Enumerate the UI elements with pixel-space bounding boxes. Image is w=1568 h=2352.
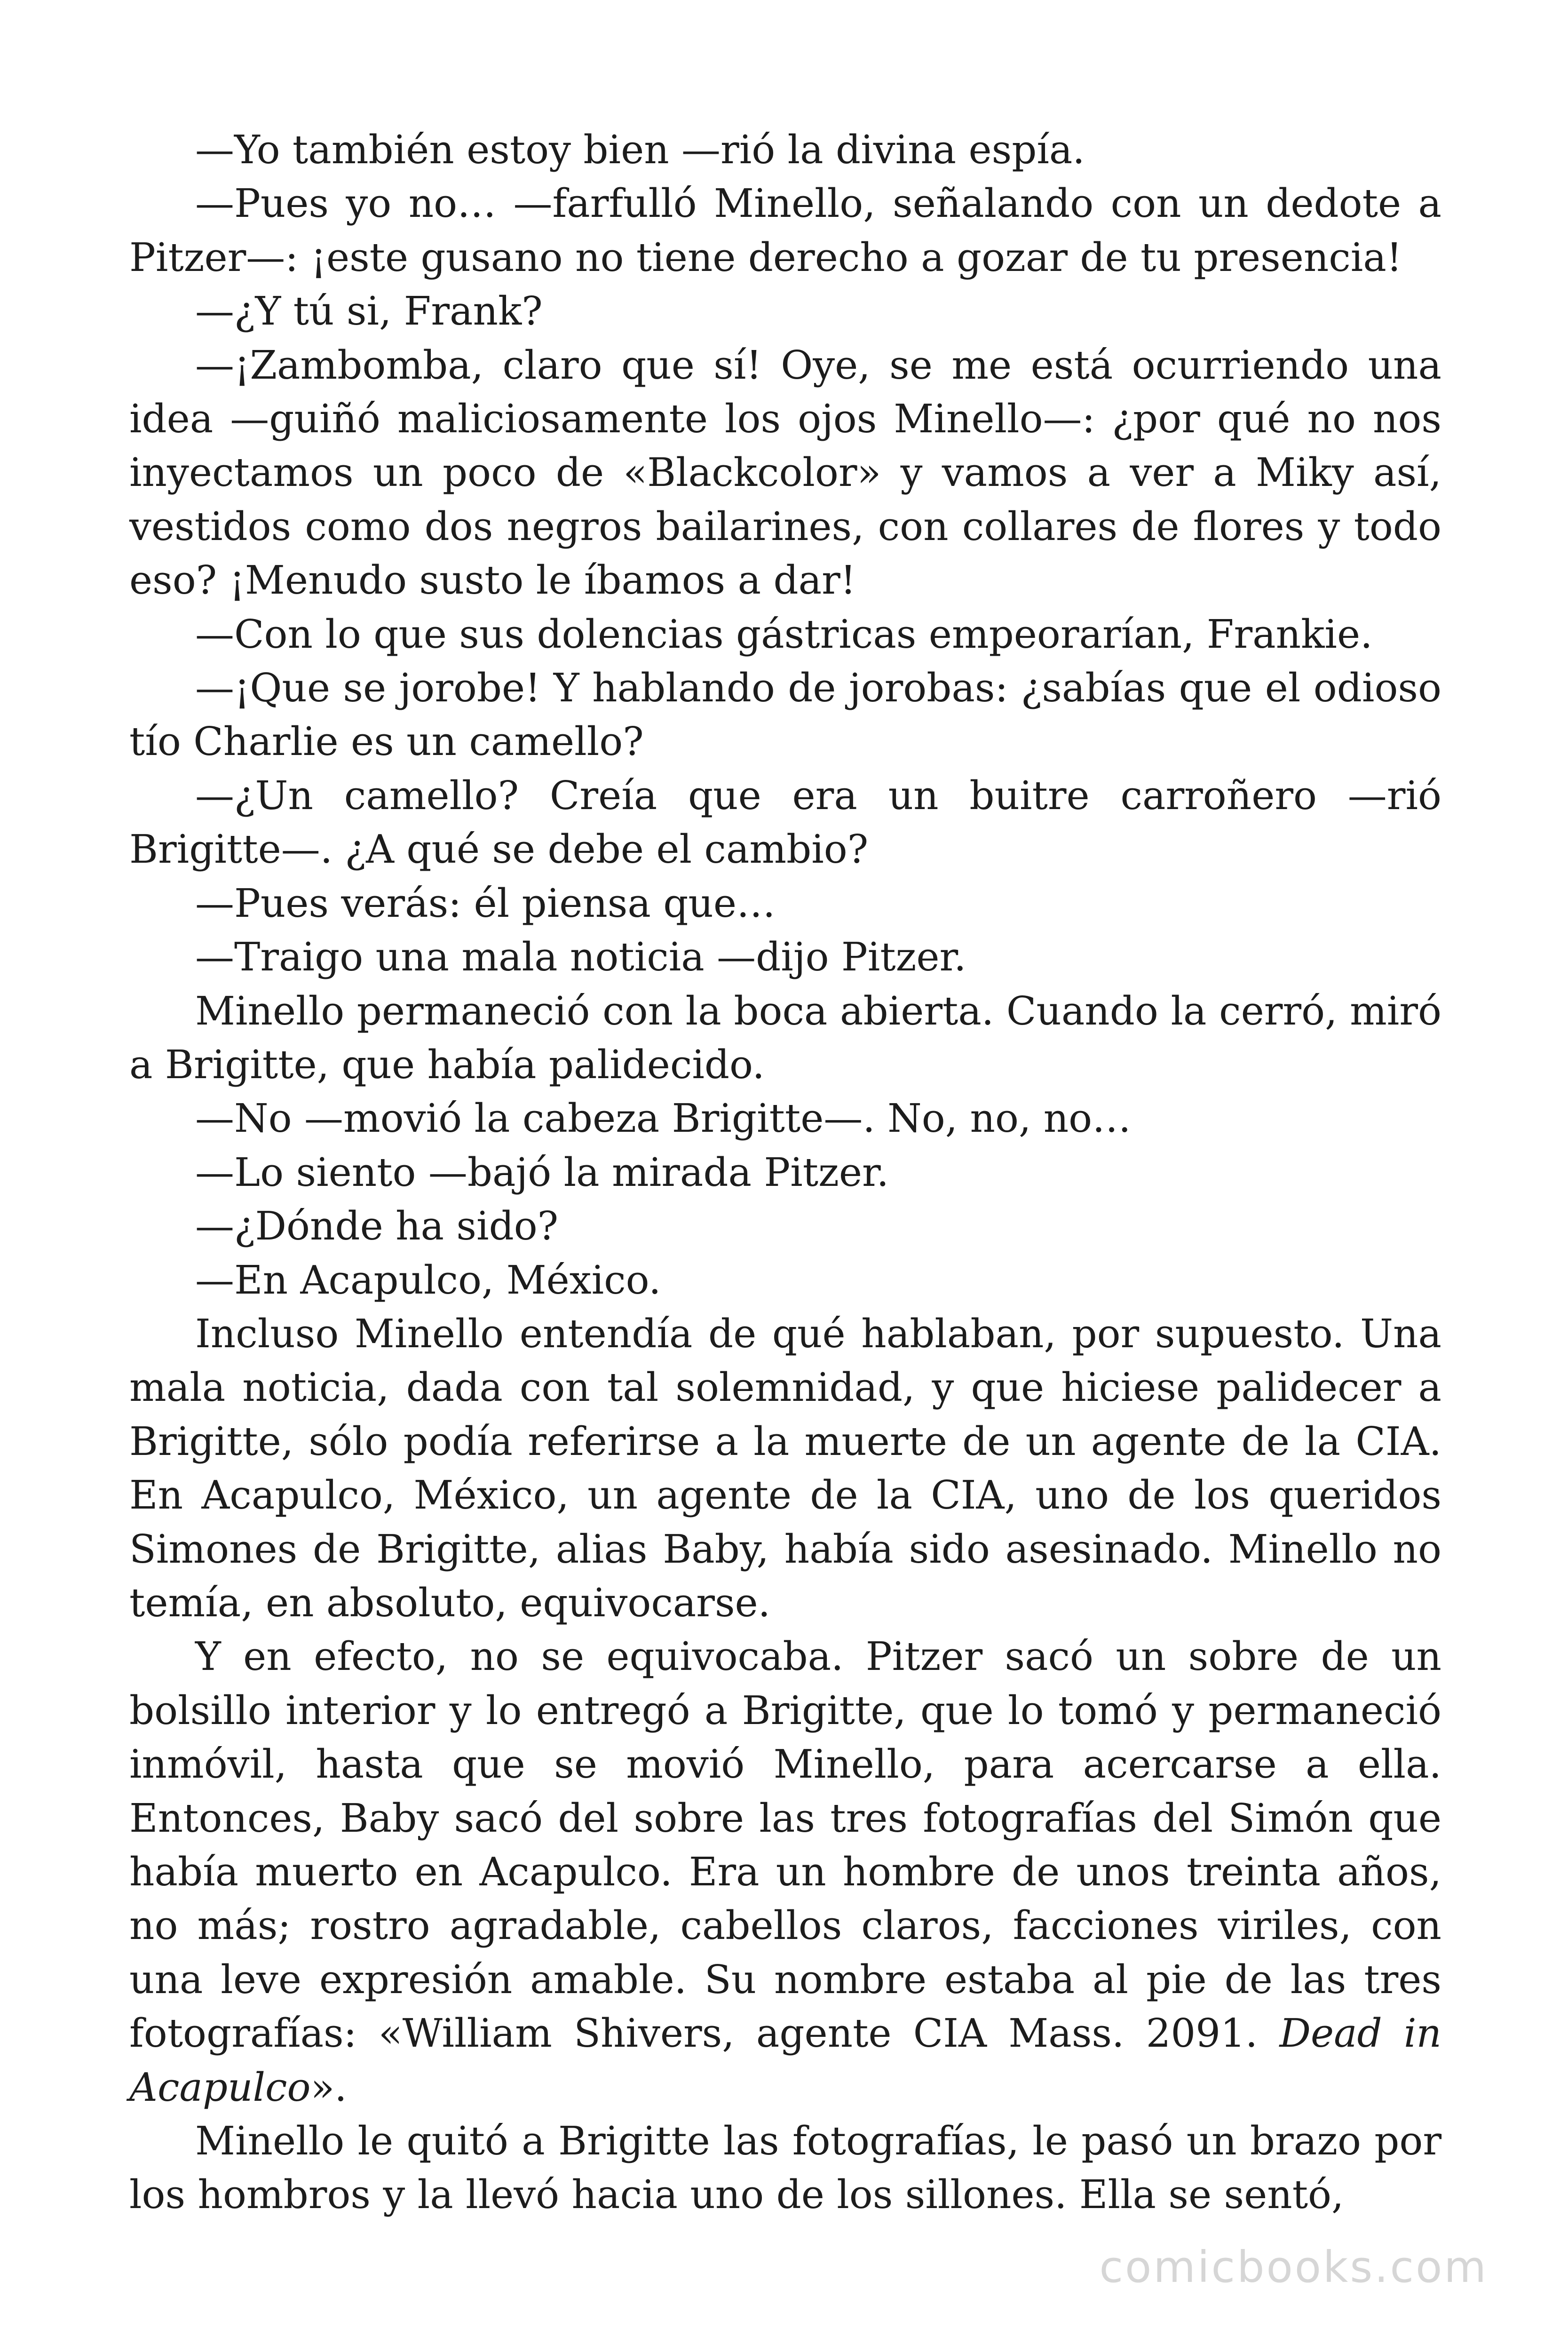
paragraph: —No —movió la cabeza Brigitte—. No, no, no…	[195, 1096, 1132, 1142]
paragraph: Incluso Minello entendía de qué hablaban, por supuesto. Una mala noticia, dada con tal solemnidad, y que hiciese palidecer a Brigitte, sólo podía referirse a la muerte de un agente de la CIA. En Acapulco, México, un agente de la CIA, uno de los queridos Simones de Brigitte, alias Baby, había sido asesinado. Minello no temía, en absoluto, equivocarse.	[129, 1311, 1441, 1626]
book-page-text	[129, 123, 1441, 2222]
italic-phrase: Dead in Acapulco	[129, 2010, 1442, 2110]
paragraph: —¿Y tú si, Frank?	[195, 288, 543, 334]
closing-quote: ».	[310, 2064, 347, 2110]
paragraph: —Traigo una mala noticia —dijo Pitzer.	[195, 934, 966, 980]
paragraph: —Pues yo no… —farfulló Minello, señalando con un dedote a Pitzer—: ¡este gusano no tiene derecho a gozar de tu presencia!	[129, 181, 1441, 280]
paragraph: —Yo también estoy bien —rió la divina espía.	[195, 127, 1085, 173]
paragraph: —¿Dónde ha sido?	[195, 1203, 559, 1249]
paragraph-with-italic	[129, 1630, 1441, 2114]
paragraph: —Con lo que sus dolencias gástricas empeorarían, Frankie.	[195, 611, 1373, 657]
paragraph-text: Y en efecto, no se equivocaba. Pitzer sacó un sobre de un bolsillo interior y lo entregó a Brigitte, que lo tomó y permaneció inmóvil, hasta que se movió Minello, para acercarse a ella. Entonces, Baby sacó del sobre las tres fotografías del Simón que había muerto en Acapulco. Era un hombre de unos treinta años, no más; rostro agradable, cabellos claros, facciones viriles, con una leve expresión amable. Su nombre estaba al pie de las tres fotografías: «William Shivers, agente CIA Mass. 2091.	[129, 1634, 1441, 2057]
paragraph: Minello le quitó a Brigitte las fotografías, le pasó un brazo por los hombros y la llevó hacia uno de los sillones. Ella se sentó,	[129, 2118, 1441, 2218]
paragraph: —¿Un camello? Creía que era un buitre carroñero —rió Brigitte—. ¿A qué se debe el cambio?	[129, 772, 1441, 873]
paragraph: —¡Que se jorobe! Y hablando de jorobas: ¿sabías que el odioso tío Charlie es un camello?	[129, 665, 1441, 765]
paragraph: Minello permaneció con la boca abierta. Cuando la cerró, miró a Brigitte, que había palidecido.	[129, 988, 1441, 1088]
watermark: comicbooks.com	[1099, 2242, 1488, 2292]
paragraph: —En Acapulco, México.	[195, 1257, 661, 1303]
paragraph: —Lo siento —bajó la mirada Pitzer.	[195, 1149, 889, 1195]
paragraph: —¡Zambomba, claro que sí! Oye, se me está ocurriendo una idea —guiñó maliciosamente los ojos Minello—: ¿por qué no nos inyectamos un poco de «Blackcolor» y vamos a ver a Miky así, vestidos como dos negros bailarines, con collares de flores y todo eso? ¡Menudo susto le íbamos a dar!	[129, 342, 1441, 604]
paragraph: —Pues verás: él piensa que…	[195, 880, 776, 926]
